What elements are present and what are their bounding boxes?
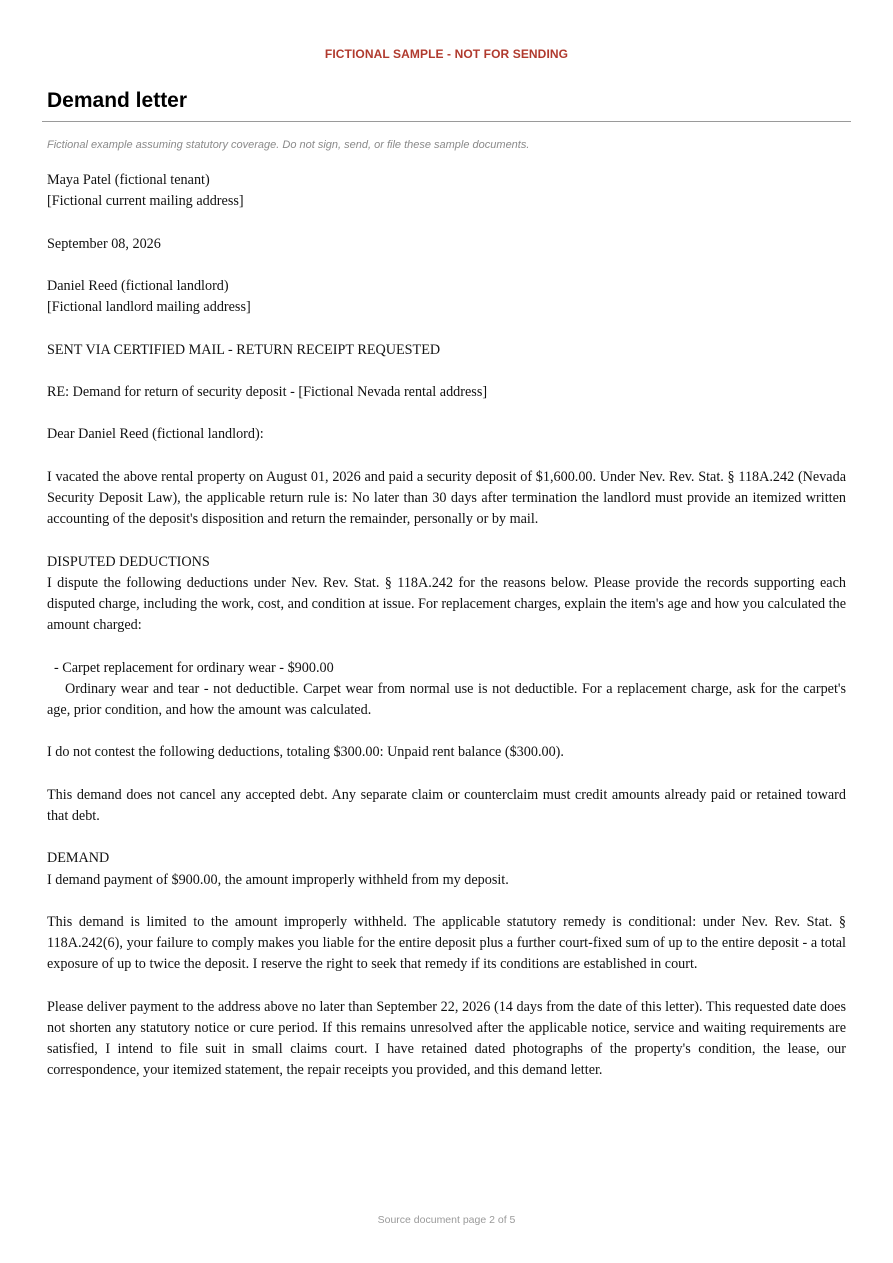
intro-paragraph: I vacated the above rental property on August 01, 2026 and paid a security deposit of $1,600.00. Under Nev. Rev. Stat. § 118A.242 (Nevada Security Deposit Law), the applicable return rule is: No later than 30 days after termination the landlord must provide an itemized written accounting of the deposit's disposition and return the remainder, personally or by mail. <box>47 468 846 528</box>
uncontested-paragraph: I do not contest the following deductions, totaling $300.00: Unpaid rent balance ($300.00). <box>47 744 564 761</box>
sender-block <box>47 170 846 212</box>
salutation: Dear Daniel Reed (fictional landlord): <box>47 426 264 443</box>
recipient-address: [Fictional landlord mailing address] <box>47 299 251 316</box>
re-line: RE: Demand for return of security deposit - [Fictional Nevada rental address] <box>47 383 488 400</box>
sender-address: [Fictional current mailing address] <box>47 193 244 210</box>
demand-heading: DEMAND <box>47 850 110 867</box>
debt-paragraph: This demand does not cancel any accepted debt. Any separate claim or counterclaim must credit amounts already paid or retained toward that debt. <box>47 786 846 824</box>
disputed-heading: DISPUTED DEDUCTIONS <box>47 553 210 570</box>
remedy-paragraph: This demand is limited to the amount improperly withheld. The applicable statutory remedy is conditional: under Nev. Rev. Stat. § 118A.242(6), your failure to comply makes you liable for the entire deposit plus a further court-fixed sum of up to the entire deposit - a total exposure of up to twice the deposit. I reserve the right to seek that remedy if its conditions are established in court. <box>47 913 846 973</box>
disputed-section <box>47 552 846 637</box>
delivery-method: SENT VIA CERTIFIED MAIL - RETURN RECEIPT REQUESTED <box>47 341 441 358</box>
demand-text: I demand payment of $900.00, the amount improperly withheld from my deposit. <box>47 871 509 888</box>
page-footer: Source document page 2 of 5 <box>377 1214 516 1226</box>
sample-banner: FICTIONAL SAMPLE - NOT FOR SENDING <box>324 47 569 61</box>
page-title: Demand letter <box>47 89 188 112</box>
disputed-text: I dispute the following deductions under Nev. Rev. Stat. § 118A.242 for the reasons below. Please provide the records supporting each disputed charge, including the work, cost, and condition at issue. For replacement charges, explain the item's age and how you calculated the amount charged: <box>47 574 846 634</box>
disclaimer-note: Fictional example assuming statutory coverage. Do not sign, send, or file these sample documents. <box>47 139 530 151</box>
payment-paragraph: Please deliver payment to the address above no later than September 22, 2026 (14 days from the date of this letter). This requested date does not shorten any statutory notice or cure period. If this remains unresolved after the applicable notice, service and waiting requirements are satisfied, I intend to file suit in small claims court. I have retained dated photographs of the property's condition, the lease, our correspondence, your itemized statement, the repair receipts you provided, and this demand letter. <box>47 998 846 1079</box>
recipient-block <box>47 276 846 318</box>
disputed-item: - Carpet replacement for ordinary wear - $900.00 <box>54 659 334 676</box>
demand-section <box>47 848 846 890</box>
title-divider <box>42 121 851 122</box>
recipient-name: Daniel Reed (fictional landlord) <box>47 277 229 294</box>
disputed-item-note: Ordinary wear and tear - not deductible. Carpet wear from normal use is not deductible. For a replacement charge, ask for the carpet's age, prior condition, and how the amount was calculated. <box>47 680 846 718</box>
letter-body <box>47 170 846 1103</box>
sender-name: Maya Patel (fictional tenant) <box>47 172 210 188</box>
letter-date: September 08, 2026 <box>47 235 161 252</box>
